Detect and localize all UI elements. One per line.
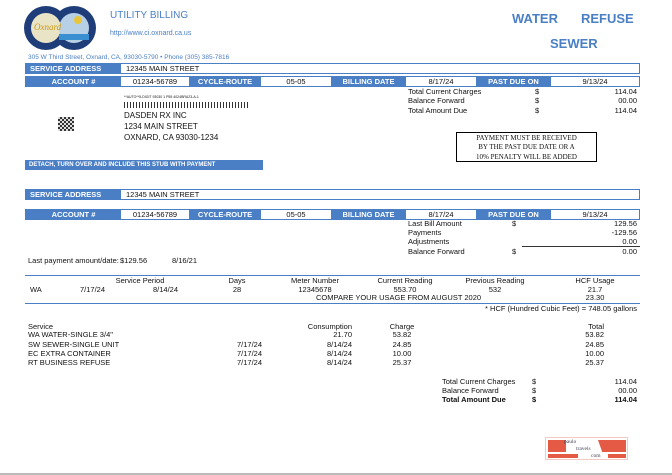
total-value: 00.00 bbox=[618, 96, 637, 105]
last-payment-amount: $129.56 bbox=[120, 256, 148, 265]
past-due-label: PAST DUE ON bbox=[488, 77, 539, 86]
period-start: 7/17/24 bbox=[80, 285, 106, 294]
total-value: 114.04 bbox=[614, 377, 637, 386]
balance-value: 0.00 bbox=[622, 237, 637, 246]
bill-account-bar bbox=[25, 209, 640, 220]
balance-label: Last Bill Amount bbox=[408, 219, 462, 228]
watermark-text: paulo bbox=[564, 439, 577, 445]
balance-label: Adjustments bbox=[408, 237, 450, 246]
service-total: 10.00 bbox=[585, 349, 604, 358]
service-address-label: SERVICE ADDRESS bbox=[26, 190, 121, 199]
hcf-usage: 21.7 bbox=[587, 285, 603, 294]
account-value: 01234-56789 bbox=[121, 77, 189, 86]
cycle-route-label: CYCLE-ROUTE bbox=[197, 77, 253, 86]
website-link[interactable]: http://www.ci.oxnard.ca.us bbox=[110, 30, 192, 37]
qr-code bbox=[58, 117, 74, 131]
service-total: 24.85 bbox=[585, 340, 604, 349]
recipient-name: DASDEN RX INC bbox=[124, 111, 187, 120]
col-header: Consumption bbox=[307, 322, 352, 331]
col-header: Total bbox=[588, 322, 604, 331]
cycle-route-value: 05-05 bbox=[261, 77, 331, 86]
past-due-value: 9/13/24 bbox=[551, 77, 639, 86]
service-name: WA WATER-SINGLE 3/4" bbox=[28, 330, 113, 339]
account-value: 01234-56789 bbox=[121, 210, 189, 219]
meter-service: WA bbox=[30, 285, 42, 294]
currency: $ bbox=[532, 386, 537, 395]
service-consumption: 8/14/24 bbox=[326, 340, 352, 349]
col-header: Service Period bbox=[115, 276, 165, 285]
utility-billing-title: UTILITY BILLING bbox=[110, 10, 189, 21]
service-charge: 10.00 bbox=[392, 349, 412, 358]
service-sewer: SEWER bbox=[550, 36, 598, 51]
city-logo bbox=[24, 4, 96, 52]
service-charge: 25.37 bbox=[392, 358, 412, 367]
total-amount-due-value: 114.04 bbox=[614, 395, 637, 404]
balance-value: -129.56 bbox=[611, 228, 637, 237]
col-header: Days bbox=[228, 276, 246, 285]
billing-date-value: 8/17/24 bbox=[406, 210, 476, 219]
balance-label: Balance Forward bbox=[408, 247, 465, 256]
currency: $ bbox=[512, 219, 517, 228]
svg-text:Oxnard: Oxnard bbox=[34, 22, 62, 32]
total-label: Balance Forward bbox=[408, 96, 465, 105]
penalty-line: 10% PENALTY WILL BE ADDED bbox=[476, 152, 577, 161]
currency: $ bbox=[532, 377, 537, 386]
total-value: 114.04 bbox=[614, 106, 637, 115]
watermark-logo bbox=[545, 437, 628, 460]
total-label: Total Amount Due bbox=[408, 106, 468, 115]
col-header: Service bbox=[28, 322, 54, 331]
total-value: 114.04 bbox=[614, 87, 637, 96]
account-label: ACCOUNT # bbox=[51, 210, 96, 219]
currency: $ bbox=[532, 395, 537, 404]
currency: $ bbox=[512, 247, 517, 256]
service-date-from: 7/17/24 bbox=[236, 349, 262, 358]
col-header: HCF Usage bbox=[575, 276, 615, 285]
hcf-note: * HCF (Hundred Cubic Feet) = 748.05 gallons bbox=[485, 304, 637, 313]
period-end: 8/14/24 bbox=[153, 285, 179, 294]
currency: $ bbox=[535, 96, 540, 105]
stub-account-bar bbox=[25, 76, 640, 87]
service-total: 25.37 bbox=[585, 358, 604, 367]
last-payment-label: Last payment amount/date: bbox=[28, 256, 119, 265]
recipient-city: OXNARD, CA 93030-1234 bbox=[124, 133, 219, 142]
compare-usage-label: COMPARE YOUR USAGE FROM AUGUST 2020 bbox=[316, 293, 482, 302]
total-label: Total Current Charges bbox=[442, 377, 516, 386]
postal-barcode bbox=[124, 102, 248, 108]
past-due-value: 9/13/24 bbox=[551, 210, 639, 219]
mail-code: **AUTO**5-DIGIT 93030 1 P55 4024BRA23-A-1 bbox=[124, 95, 199, 99]
meter-number: 12345678 bbox=[298, 285, 332, 294]
stub-service-address-bar bbox=[25, 63, 640, 74]
total-label: Total Current Charges bbox=[408, 87, 482, 96]
service-consumption: 21.70 bbox=[333, 330, 352, 339]
service-name: SW SEWER-SINGLE UNIT bbox=[28, 340, 120, 349]
current-reading: 553.70 bbox=[393, 285, 417, 294]
service-address-value: 12345 MAIN STREET bbox=[126, 64, 200, 73]
service-date-from: 7/17/24 bbox=[236, 340, 262, 349]
col-header: Charge bbox=[389, 322, 415, 331]
cycle-route-value: 05-05 bbox=[261, 210, 331, 219]
currency: $ bbox=[535, 87, 540, 96]
currency: $ bbox=[535, 106, 540, 115]
previous-reading: 532 bbox=[488, 285, 502, 294]
account-label: ACCOUNT # bbox=[51, 77, 96, 86]
detach-banner: DETACH, TURN OVER AND INCLUDE THIS STUB WITH PAYMENT bbox=[25, 160, 263, 170]
service-charge: 53.82 bbox=[392, 330, 412, 339]
balance-value: 129.56 bbox=[614, 219, 637, 228]
watermark-text: com bbox=[591, 453, 601, 459]
billing-date-value: 8/17/24 bbox=[406, 77, 476, 86]
service-refuse: REFUSE bbox=[581, 11, 634, 26]
cycle-route-label: CYCLE-ROUTE bbox=[197, 210, 253, 219]
service-charge: 24.85 bbox=[392, 340, 412, 349]
service-consumption: 8/14/24 bbox=[326, 349, 352, 358]
penalty-notice bbox=[456, 132, 597, 162]
billing-date-label: BILLING DATE bbox=[342, 210, 395, 219]
billing-date-label: BILLING DATE bbox=[342, 77, 395, 86]
compare-usage-value: 23.30 bbox=[585, 293, 605, 302]
city-address: 305 W Third Street, Oxnard, CA, 93030-5790 • Phone (305) 385-7816 bbox=[28, 54, 230, 61]
col-header: Meter Number bbox=[291, 276, 339, 285]
last-payment-date: 8/16/21 bbox=[172, 256, 198, 265]
balance-value: 0.00 bbox=[622, 247, 637, 256]
recipient-street: 1234 MAIN STREET bbox=[124, 122, 198, 131]
watermark-text: travels bbox=[576, 446, 591, 452]
service-name: RT BUSINESS REFUSE bbox=[28, 358, 111, 367]
service-name: EC EXTRA CONTAINER bbox=[28, 349, 111, 358]
past-due-label: PAST DUE ON bbox=[488, 210, 539, 219]
service-address-value: 12345 MAIN STREET bbox=[126, 190, 200, 199]
service-date-from: 7/17/24 bbox=[236, 358, 262, 367]
total-label: Balance Forward bbox=[442, 386, 499, 395]
days: 28 bbox=[232, 285, 242, 294]
service-address-label: SERVICE ADDRESS bbox=[26, 64, 121, 73]
bill-service-address-bar bbox=[25, 189, 640, 200]
service-consumption: 8/14/24 bbox=[326, 358, 352, 367]
service-total: 53.82 bbox=[585, 330, 604, 339]
col-header: Current Reading bbox=[377, 276, 433, 285]
col-header: Previous Reading bbox=[465, 276, 525, 285]
service-water: WATER bbox=[512, 11, 558, 26]
total-value: 00.00 bbox=[618, 386, 637, 395]
penalty-line: PAYMENT MUST BE RECEIVED bbox=[476, 134, 577, 142]
balance-label: Payments bbox=[408, 228, 442, 237]
total-amount-due-label: Total Amount Due bbox=[442, 395, 506, 404]
penalty-line: BY THE PAST DUE DATE OR A bbox=[478, 143, 575, 152]
